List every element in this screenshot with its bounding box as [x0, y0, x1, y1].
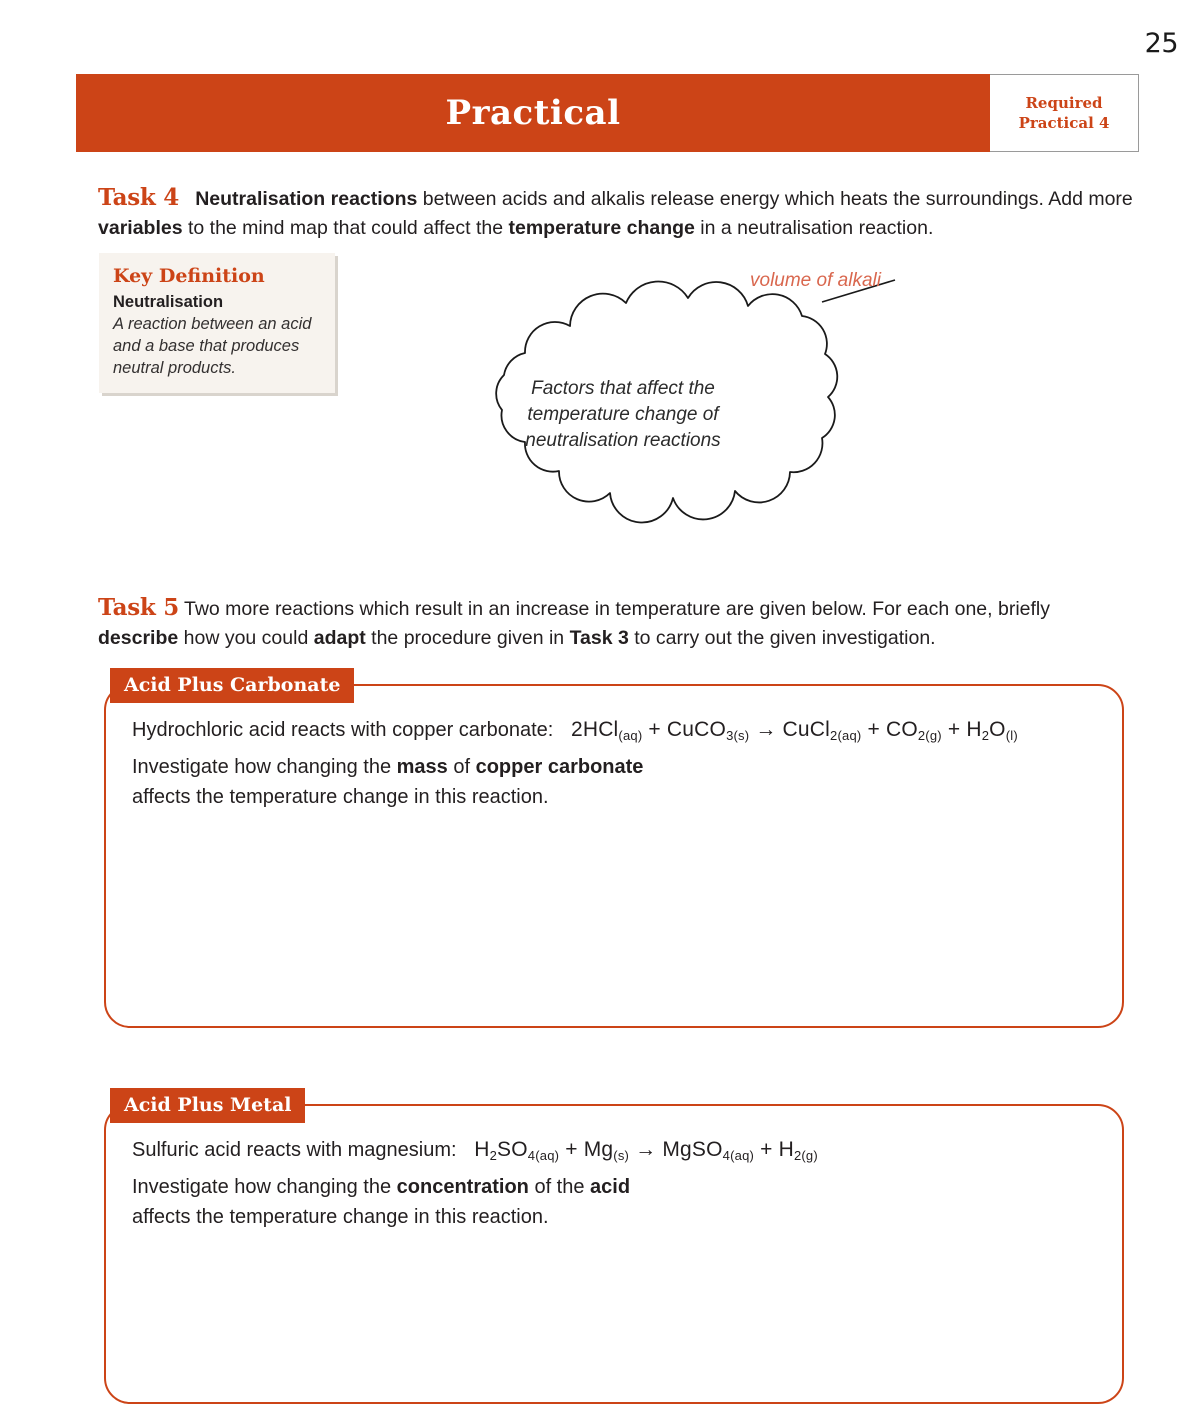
key-definition-term: Neutralisation: [113, 293, 224, 311]
instruction-bold-2-carbonate: copper carbonate: [475, 755, 644, 778]
task-5-text-3: the procedure given in: [365, 626, 570, 649]
instruction-pre-carbonate: Investigate how changing the: [132, 755, 397, 778]
task-4-label: Task 4: [98, 184, 179, 211]
task-4-bold-1: Neutralisation reactions: [195, 188, 418, 210]
task-4-text-2: to the mind map that could affect the: [182, 216, 509, 239]
page-header-bar: [76, 74, 1139, 152]
instruction-bold-1-carbonate: mass: [396, 755, 448, 778]
panel-body-acid-plus-carbonate: [106, 686, 1122, 812]
reaction-equation-carbonate: 2HCl$_{(aq)}$ + CuCO$_{3(s)}$ → CuCl$_{2(aq)}$ + $CO_{2(g)} + H_2O_{(l)}$: [558, 718, 1018, 744]
task-5-bold-3: Task 3: [569, 626, 629, 649]
instruction-post-carbonate: affects the temperature change in this reaction.: [132, 785, 549, 808]
cloud-center-text: Factors that affect the temperature change of neutralisation reactions: [525, 378, 721, 451]
reaction-equation-metal: $H_2SO_{4(aq)} + Mg_{(s)}$ → MgSO$_{4(aq)}$ + $H_{2(g)}$: [462, 1138, 818, 1164]
task-5-text-2: how you could: [178, 626, 314, 649]
task-4-bold-2: variables: [98, 216, 183, 239]
reaction-intro-carbonate: Hydrochloric acid reacts with copper carbonate:: [132, 719, 554, 741]
task-5-label: Task 5: [98, 594, 179, 621]
investigation-instruction-carbonate: [132, 752, 1092, 812]
instruction-bold-2-metal: acid: [590, 1175, 631, 1198]
task-5-text-4: to carry out the given investigation.: [628, 626, 936, 649]
required-practical-badge: [990, 74, 1139, 152]
instruction-bold-1-metal: concentration: [396, 1175, 529, 1198]
key-definition-text: A reaction between an acid and a base that produces neutral products.: [113, 315, 312, 377]
instruction-mid-metal: of the: [528, 1175, 591, 1198]
task-5-bold-2: adapt: [313, 626, 366, 649]
task-5-text-1: Two more reactions which result in an increase in temperature are given below. For each one, briefly: [178, 598, 1051, 620]
panel-tab-acid-plus-carbonate: Acid Plus Carbonate: [110, 668, 354, 703]
badge-line-1: Required: [1025, 93, 1103, 112]
instruction-mid-carbonate: of: [447, 755, 476, 778]
key-definition-box: [99, 253, 335, 393]
panel-body-acid-plus-metal: [106, 1106, 1122, 1232]
badge-line-2: Practical 4: [1018, 114, 1110, 132]
reaction-intro-metal: Sulfuric acid reacts with magnesium:: [132, 1139, 457, 1161]
answer-panel-acid-plus-carbonate[interactable]: [104, 674, 1124, 1028]
mind-map: [430, 258, 960, 533]
instruction-post-metal: affects the temperature change in this reaction.: [132, 1205, 549, 1228]
task-5-instruction: [98, 592, 1108, 652]
task-4-bold-3: temperature change: [508, 216, 695, 239]
investigation-instruction-metal: [132, 1172, 1092, 1232]
task-4-text-1: between acids and alkalis release energy which heats the surroundings. Add more: [417, 188, 1133, 210]
page-number: 25: [1144, 28, 1178, 59]
instruction-pre-metal: Investigate how changing the: [132, 1175, 397, 1198]
task-4-text-3: in a neutralisation reaction.: [694, 216, 934, 239]
header-title-area: [76, 74, 990, 152]
page-title: Practical: [445, 93, 621, 133]
panel-tab-acid-plus-metal: Acid Plus Metal: [110, 1088, 305, 1123]
task-4-instruction: [98, 182, 1138, 242]
key-definition-title: Key Definition: [113, 265, 265, 287]
task-5-bold-1: describe: [98, 626, 179, 649]
mind-map-branch-label: volume of alkali: [750, 270, 881, 291]
answer-panel-acid-plus-metal[interactable]: [104, 1094, 1124, 1404]
